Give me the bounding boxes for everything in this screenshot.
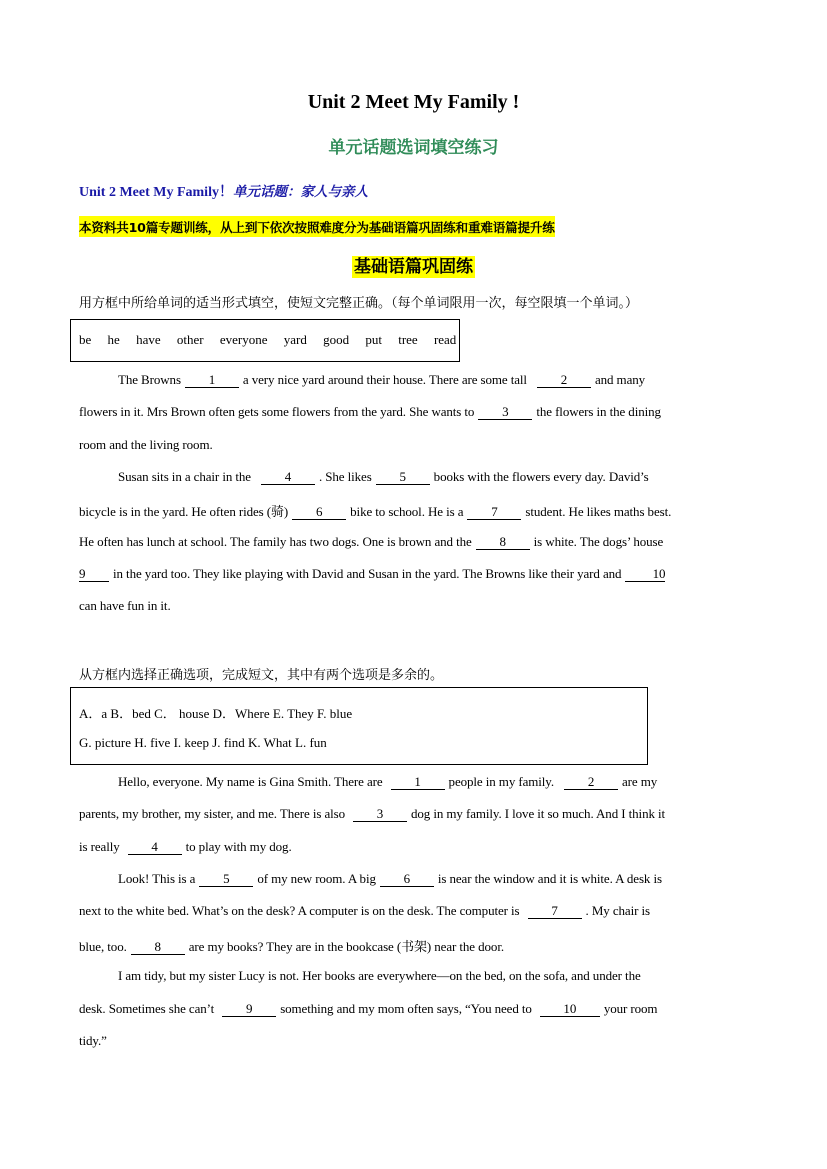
word-bank-item: put bbox=[365, 332, 382, 347]
word-bank-item: tree bbox=[398, 332, 418, 347]
options-box bbox=[70, 687, 648, 765]
passage-line: Susan sits in a chair in the 4 . She likes 5 books with the flowers every day. David’s bbox=[118, 469, 649, 484]
answer-blank[interactable]: 4 bbox=[128, 840, 182, 855]
word-bank bbox=[79, 332, 456, 348]
answer-blank[interactable]: 8 bbox=[476, 535, 530, 550]
answer-blank[interactable]: 9 bbox=[222, 1002, 276, 1017]
passage-line: Look! This is a 5 of my new room. A big 6 is near the window and it is white. A desk is bbox=[118, 871, 662, 886]
passage-line: can have fun in it. bbox=[79, 598, 171, 613]
passage-line: I am tidy, but my sister Lucy is not. Her books are everywhere—on the bed, on the sofa, and under the bbox=[118, 968, 641, 983]
answer-blank[interactable]: 1 bbox=[185, 373, 239, 388]
section-heading: 基础语篇巩固练 bbox=[354, 257, 473, 277]
passage-line: room and the living room. bbox=[79, 437, 213, 452]
word-bank-item: have bbox=[136, 332, 161, 347]
passage2-instruction: 从方框内选择正确选项，完成短文，其中有两个选项是多余的。 bbox=[79, 668, 444, 683]
answer-blank[interactable]: 5 bbox=[376, 470, 430, 485]
word-bank-item: good bbox=[323, 332, 350, 347]
options-row: G. picture H. five I. keep J. find K. What L. fun bbox=[79, 735, 327, 750]
page-title: Unit 2 Meet My Family ! bbox=[307, 91, 520, 113]
passage-line: He often has lunch at school. The family has two dogs. One is brown and the 8 is white. The dogs’ house bbox=[79, 534, 664, 549]
answer-blank[interactable]: 10 bbox=[625, 567, 665, 582]
highlight-note: 本资料共10篇专题训练，从上到下依次按照难度分为基础语篇巩固练和重难语篇提升练 bbox=[79, 216, 555, 237]
passage-line: next to the white bed. What’s on the desk? A computer is on the desk. The computer is 7 . My chair is bbox=[79, 903, 650, 918]
answer-blank[interactable]: 2 bbox=[564, 775, 618, 790]
answer-blank[interactable]: 10 bbox=[540, 1002, 600, 1017]
passage1-instruction: 用方框中所给单词的适当形式填空，使短文完整正确。（每个单词限用一次，每空限填一个单词。） bbox=[79, 296, 639, 311]
passage-line: flowers in it. Mrs Brown often gets some flowers from the yard. She wants to 3 the flowers in the dining bbox=[79, 404, 661, 419]
unit-topic bbox=[79, 180, 368, 201]
unit-topic-en: Unit 2 Meet My Family！ bbox=[79, 185, 233, 200]
answer-blank[interactable]: 3 bbox=[478, 405, 532, 420]
word-bank-box bbox=[70, 319, 460, 362]
passage-line: tidy.” bbox=[79, 1033, 107, 1048]
answer-blank[interactable]: 2 bbox=[537, 373, 591, 388]
word-bank-item: he bbox=[107, 332, 120, 347]
answer-blank[interactable]: 7 bbox=[467, 505, 521, 520]
answer-blank[interactable]: 9 bbox=[79, 567, 109, 582]
answer-blank[interactable]: 7 bbox=[528, 904, 582, 919]
passage-line: bicycle is in the yard. He often rides (骑) 6 bike to school. He is a 7 student. He likes maths best. bbox=[79, 504, 672, 519]
word-bank-item: other bbox=[176, 332, 204, 347]
passage-line: desk. Sometimes she can’t 9 something and my mom often says, “You need to 10 your room bbox=[79, 1001, 658, 1016]
passage-line: 9 in the yard too. They like playing with David and Susan in the yard. The Browns like their yard and 10 bbox=[79, 566, 666, 581]
unit-topic-cn: 单元话题：家人与亲人 bbox=[232, 184, 368, 200]
answer-blank[interactable]: 1 bbox=[391, 775, 445, 790]
word-bank-item: read bbox=[433, 332, 457, 347]
answer-blank[interactable]: 3 bbox=[353, 807, 407, 822]
passage-line: blue, too. 8 are my books? They are in the bookcase (书架) near the door. bbox=[79, 939, 504, 954]
word-bank-item: be bbox=[79, 332, 92, 347]
passage-line: Hello, everyone. My name is Gina Smith. There are 1 people in my family. 2 are my bbox=[118, 774, 658, 789]
passage-line: parents, my brother, my sister, and me. There is also 3 dog in my family. I love it so much. And I think it bbox=[79, 806, 666, 821]
word-bank-item: yard bbox=[283, 332, 307, 347]
answer-blank[interactable]: 4 bbox=[261, 470, 315, 485]
options-row: A．a B．bed C． house D．Where E. They F. blue bbox=[79, 706, 353, 721]
answer-blank[interactable]: 5 bbox=[199, 872, 253, 887]
page-subtitle: 单元话题选词填空练习 bbox=[328, 138, 499, 158]
answer-blank[interactable]: 6 bbox=[292, 505, 346, 520]
word-bank-item: everyone bbox=[219, 332, 268, 347]
passage-line: The Browns 1 a very nice yard around their house. There are some tall 2 and many bbox=[118, 372, 646, 387]
answer-blank[interactable]: 8 bbox=[131, 940, 185, 955]
passage-line: is really 4 to play with my dog. bbox=[79, 839, 292, 854]
answer-blank[interactable]: 6 bbox=[380, 872, 434, 887]
